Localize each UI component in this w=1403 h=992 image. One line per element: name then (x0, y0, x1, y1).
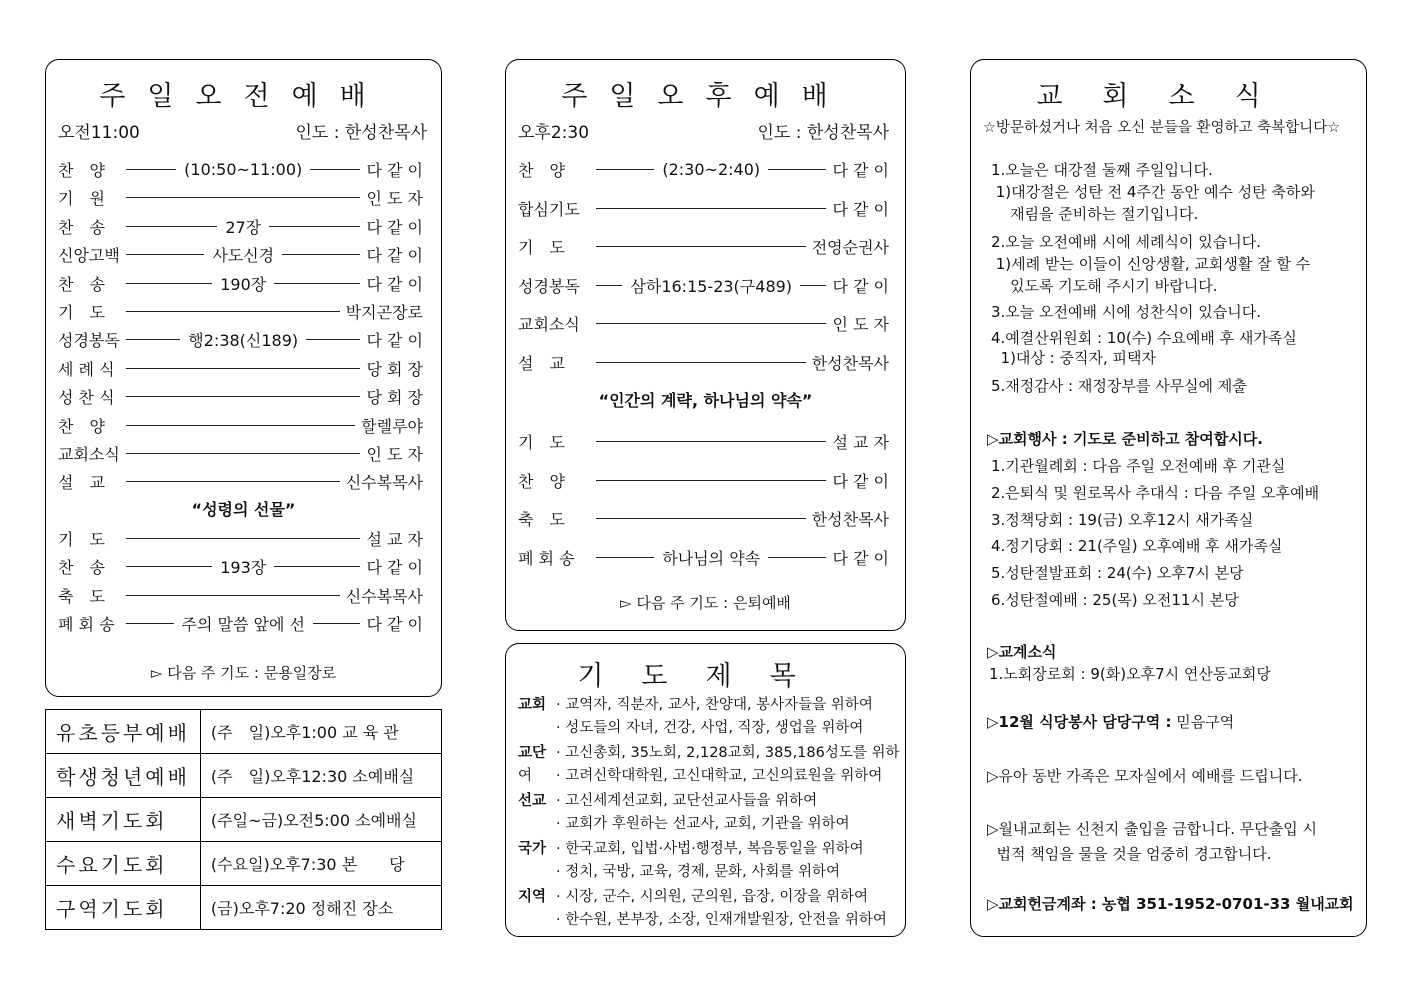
leader-line (126, 566, 212, 567)
order-detail: 하나님의 약속 (662, 548, 761, 568)
leader-line (306, 339, 360, 340)
leader-line (126, 595, 340, 596)
order-person: 다 같 이 (832, 161, 890, 180)
prayer-topics-title: 기도제목 (577, 661, 834, 692)
news-item: 있도록 기도해 주시기 바랍니다. (991, 277, 1218, 295)
leader-line (274, 283, 360, 284)
order-label: 기 원 (58, 189, 105, 209)
prayer-line-text: · 교회가 후원하는 선교사, 교회, 기관을 위하여 (556, 816, 850, 832)
order-person: 당 회 장 (366, 359, 423, 379)
schedule-time: (주 일)오후12:30 소예배실 (200, 754, 441, 798)
prayer-line (518, 765, 905, 788)
leader-line (126, 396, 360, 397)
order-label: 성 찬 식 (58, 388, 115, 408)
order-label: 찬 양 (518, 471, 565, 491)
event-item: 2.은퇴식 및 원로목사 추대식 : 다음 주일 오후예배 (991, 483, 1320, 502)
leader-line (768, 557, 826, 558)
order-row (58, 555, 423, 578)
schedule-time: (수요일)오후7:30 본 당 (200, 842, 441, 886)
morning-sermon-title: “성령의 선물” (191, 500, 296, 519)
order-person: 인 도 자 (832, 315, 889, 334)
order-row (518, 235, 889, 258)
leader-line (126, 368, 360, 369)
prayer-group-head: 지역 (518, 889, 547, 905)
event-item: 1.기관월례회 : 다음 주일 오전예배 후 기관실 (991, 457, 1286, 475)
leader-line (126, 254, 204, 255)
order-label: 기 도 (58, 530, 105, 549)
order-label: 찬 양 (58, 161, 105, 180)
news-item: 3.오늘 오전예배 시에 성찬식이 있습니다. (991, 303, 1261, 321)
order-row (58, 243, 423, 266)
order-label: 설 교 (518, 353, 565, 373)
order-row (58, 272, 423, 295)
order-label: 합심기도 (518, 199, 580, 219)
schedule-time: (주 일)오후1:00 교 육 관 (200, 710, 441, 754)
schedule-name: 새벽기도회 (46, 798, 201, 842)
prayer-group-head: 국가 (518, 841, 547, 857)
order-person: 신수복목사 (345, 473, 423, 493)
order-row (518, 351, 889, 374)
prayer-line-text: · 교역자, 직분자, 교사, 찬양대, 봉사자들을 위하여 (556, 697, 873, 713)
prayer-line (518, 790, 850, 813)
prayer-line-text: · 성도들의 자녀, 건강, 사업, 직장, 생업을 위하여 (556, 720, 864, 736)
afternoon-service-header (518, 118, 889, 143)
prayer-line-text: · 시장, 군수, 시의원, 군의원, 읍장, 이장을 위하여 (556, 889, 869, 905)
order-label: 기 도 (518, 433, 565, 452)
order-person: 다 같 이 (832, 471, 889, 491)
order-row (58, 414, 423, 437)
order-person: 다 같 이 (832, 199, 889, 219)
prayer-group-head: 교단 (518, 745, 547, 761)
order-label: 찬 송 (58, 274, 105, 294)
prayer-line (518, 861, 864, 884)
order-person: 다 같 이 (366, 615, 423, 635)
infant-notice: ▷유아 동반 가족은 모자실에서 예배를 드립니다. (987, 767, 1303, 785)
leader-line (126, 283, 212, 284)
afternoon-service-time: 오후2:30 (518, 123, 590, 143)
church-news-title: 교회소식 (1036, 81, 1301, 112)
prayer-line-text: · 정치, 국방, 교육, 경제, 문화, 사회를 위하여 (556, 864, 841, 880)
order-row (58, 527, 423, 550)
leader-line (596, 323, 826, 324)
afternoon-service-panel (505, 59, 906, 631)
prayer-group (518, 694, 873, 740)
order-row (518, 430, 889, 453)
order-detail: 주의 말씀 앞에 선 (181, 615, 305, 635)
warning-line-1: ▷월내교회는 신천지 출입을 금합니다. 무단출입 시 (987, 820, 1317, 838)
schedule-name: 구역기도회 (46, 886, 201, 930)
leader-line (126, 453, 360, 454)
leader-line (596, 169, 654, 170)
order-person: 다 같 이 (832, 548, 889, 568)
order-person: 박지곤장로 (345, 303, 423, 322)
leader-line (800, 285, 826, 286)
morning-service-panel (45, 59, 442, 697)
leader-line (126, 169, 176, 170)
order-detail: (10:50~11:00) (184, 160, 303, 179)
order-row (58, 158, 423, 181)
order-person: 다 같 이 (366, 331, 424, 351)
order-person: 다 같 이 (366, 274, 424, 294)
order-label: 기 도 (58, 303, 105, 322)
prayer-group-head: 교회 (518, 697, 547, 713)
order-detail: 27장 (225, 217, 262, 237)
prayer-line (518, 909, 887, 932)
prayer-group (518, 742, 905, 788)
schedule-row (46, 842, 442, 886)
prayer-line (518, 886, 887, 909)
order-row (518, 507, 889, 530)
news-item: 5.재정감사 : 재정장부를 사무실에 제출 (991, 377, 1247, 395)
order-label: 교회소식 (58, 445, 120, 464)
news-item: 4.예결산위원회 : 10(수) 수요예배 후 새가족실 (991, 329, 1297, 347)
leader-line (596, 362, 806, 363)
order-row (518, 158, 889, 181)
order-detail: 행2:38(신189) (188, 331, 299, 351)
order-label: 폐 회 송 (518, 548, 575, 568)
afternoon-sermon-title: “인간의 계략, 하나님의 약속” (598, 391, 813, 410)
schedule-time: (금)오후7:20 정해진 장소 (200, 886, 441, 930)
order-label: 신앙고백 (58, 246, 120, 266)
afternoon-service-leader: 인도 : 한성찬목사 (757, 123, 889, 143)
news-item: 재림을 준비하는 절기입니다. (991, 205, 1199, 223)
order-row (58, 584, 423, 607)
order-label: 찬 양 (58, 416, 105, 436)
events-heading: ▷교회행사 : 기도로 준비하고 참여합시다. (987, 430, 1263, 448)
afternoon-next-prayer: ▻ 다음 주 기도 : 은퇴예배 (620, 594, 791, 612)
order-row (58, 328, 423, 351)
meal-service-line (987, 712, 1234, 733)
morning-service-header (58, 118, 427, 143)
prayer-line-text: · 한국교회, 입법·사법·행정부, 복음통일을 위하여 (556, 841, 864, 857)
news-item: 1.오늘은 대강절 둘째 주일입니다. (991, 161, 1213, 179)
order-detail: 사도신경 (212, 246, 275, 266)
leader-line (126, 481, 340, 482)
order-person: 신수복목사 (345, 586, 423, 606)
order-person: 설 교 자 (366, 530, 423, 549)
order-detail: 193장 (220, 558, 267, 578)
prayer-line-text: · 고려신학대학원, 고신대학교, 고신의료원을 위하여 (556, 768, 883, 784)
offering-account: ▷교회헌금계좌 : 농협 351-1952-0701-33 월내교회 (987, 895, 1354, 913)
prayer-group-head: 선교 (518, 793, 547, 809)
prayer-line-text: · 한수원, 본부장, 소장, 인재개발원장, 안전을 위하여 (556, 912, 887, 928)
leader-line (126, 425, 355, 426)
prayer-group (518, 838, 864, 884)
order-row (58, 215, 423, 238)
order-label: 축 도 (58, 586, 105, 606)
afternoon-service-title: 주일오후예배 (561, 81, 850, 112)
schedule-row (46, 710, 442, 754)
schedule-row (46, 798, 442, 842)
leader-line (596, 557, 654, 558)
meal-service-value: 믿음구역 (1176, 713, 1235, 731)
prayer-line (518, 838, 864, 861)
leader-line (596, 480, 826, 481)
prayer-line-text: · 고신총회, 35노회, 2,128교회, 385,186성도를 위하여 (518, 745, 900, 784)
event-item: 4.정기당회 : 21(주일) 오후예배 후 새가족실 (991, 537, 1283, 556)
order-label: 폐 회 송 (58, 615, 115, 635)
order-label: 찬 양 (518, 161, 565, 180)
leader-line (310, 169, 360, 170)
leader-line (596, 518, 806, 519)
weekly-schedule-table (45, 709, 442, 930)
order-person: 한성찬목사 (811, 353, 889, 373)
order-person: 설 교 자 (832, 433, 889, 452)
meal-service-heading: ▷12월 식당봉사 담당구역 : (987, 713, 1172, 731)
event-item: 6.성탄절예배 : 25(목) 오전11시 본당 (991, 591, 1239, 609)
order-detail: 삼하16:15-23(구489) (630, 276, 793, 296)
event-item: 5.성탄절발표회 : 24(수) 오후7시 본당 (991, 564, 1244, 583)
prayer-line-text: · 고신세계선교회, 교단선교사들을 위하여 (556, 793, 818, 809)
order-person: 한성찬목사 (811, 510, 889, 529)
prayer-line (518, 813, 850, 836)
order-label: 세 례 식 (58, 359, 115, 379)
leader-line (126, 226, 217, 227)
order-label: 성경봉독 (58, 331, 120, 351)
order-person: 다 같 이 (366, 558, 424, 578)
order-row (58, 470, 423, 493)
schedule-row (46, 754, 442, 798)
morning-service-leader: 인도 : 한성찬목사 (295, 123, 427, 143)
order-row (58, 300, 423, 323)
news-item: 1)대강절은 성탄 전 4주간 동안 예수 성탄 축하와 (991, 183, 1315, 201)
leader-line (126, 197, 360, 198)
order-row (58, 357, 423, 380)
order-label: 기 도 (518, 238, 565, 257)
leader-line (126, 538, 360, 539)
order-label: 교회소식 (518, 315, 580, 334)
order-person: 전영순권사 (811, 238, 889, 257)
order-label: 성경봉독 (518, 276, 580, 296)
morning-service-title: 주일오전예배 (99, 81, 388, 112)
order-row (518, 312, 889, 335)
schedule-name: 학생청년예배 (46, 754, 201, 798)
order-row (518, 197, 889, 220)
denomination-news-item: 1.노회장로회 : 9(화)오후7시 연산동교회당 (989, 665, 1271, 683)
order-detail: (2:30~2:40) (662, 160, 761, 179)
leader-line (313, 623, 361, 624)
order-person: 다 같 이 (366, 217, 423, 237)
warning-line-2: 법적 책임을 물을 것을 엄중히 경고합니다. (987, 845, 1272, 863)
leader-line (768, 169, 826, 170)
leader-line (126, 623, 174, 624)
order-row (518, 546, 889, 569)
order-label: 축 도 (518, 510, 565, 529)
denomination-news-heading: ▷교계소식 (987, 643, 1057, 661)
order-row (58, 186, 423, 209)
prayer-group (518, 790, 850, 836)
leader-line (596, 285, 622, 286)
leader-line (596, 208, 826, 209)
prayer-topics-panel (505, 643, 906, 937)
prayer-line (518, 717, 873, 740)
schedule-time: (주일~금)오전5:00 소예배실 (200, 798, 441, 842)
leader-line (282, 254, 360, 255)
leader-line (274, 566, 360, 567)
order-label: 설 교 (58, 473, 105, 493)
prayer-group (518, 886, 887, 932)
schedule-row (46, 886, 442, 930)
church-news-panel (970, 59, 1367, 937)
order-person: 다 같 이 (832, 276, 889, 296)
leader-line (596, 441, 826, 442)
order-row (58, 612, 423, 635)
order-person: 인 도 자 (366, 189, 423, 209)
schedule-name: 수요기도회 (46, 842, 201, 886)
order-label: 찬 송 (58, 217, 105, 237)
news-item: 1)대상 : 중직자, 피택자 (991, 349, 1156, 367)
order-row (518, 274, 889, 297)
order-person: 인 도 자 (366, 445, 423, 464)
event-item: 3.정책당회 : 19(금) 오후12시 새가족실 (991, 510, 1254, 529)
order-row (58, 442, 423, 465)
welcome-message: ☆방문하셨거나 처음 오신 분들을 환영하고 축복합니다☆ (983, 120, 1341, 136)
news-item: 1)세례 받는 이들이 신앙생활, 교회생활 잘 할 수 (991, 255, 1311, 273)
order-row (58, 385, 423, 408)
order-person: 할렐루야 (361, 416, 423, 436)
order-label: 찬 송 (58, 558, 105, 578)
morning-service-time: 오전11:00 (58, 123, 140, 143)
leader-line (126, 311, 340, 312)
leader-line (269, 226, 360, 227)
order-person: 다 같 이 (366, 246, 423, 266)
order-person: 다 같 이 (366, 161, 423, 180)
order-row (518, 469, 889, 492)
schedule-name: 유초등부예배 (46, 710, 201, 754)
order-person: 당 회 장 (366, 388, 423, 408)
leader-line (596, 246, 806, 247)
morning-next-prayer: ▻ 다음 주 기도 : 문용일장로 (150, 664, 337, 682)
leader-line (126, 339, 180, 340)
order-detail: 190장 (220, 274, 267, 294)
prayer-line (518, 694, 873, 717)
news-item: 2.오늘 오전예배 시에 세례식이 있습니다. (991, 233, 1261, 251)
